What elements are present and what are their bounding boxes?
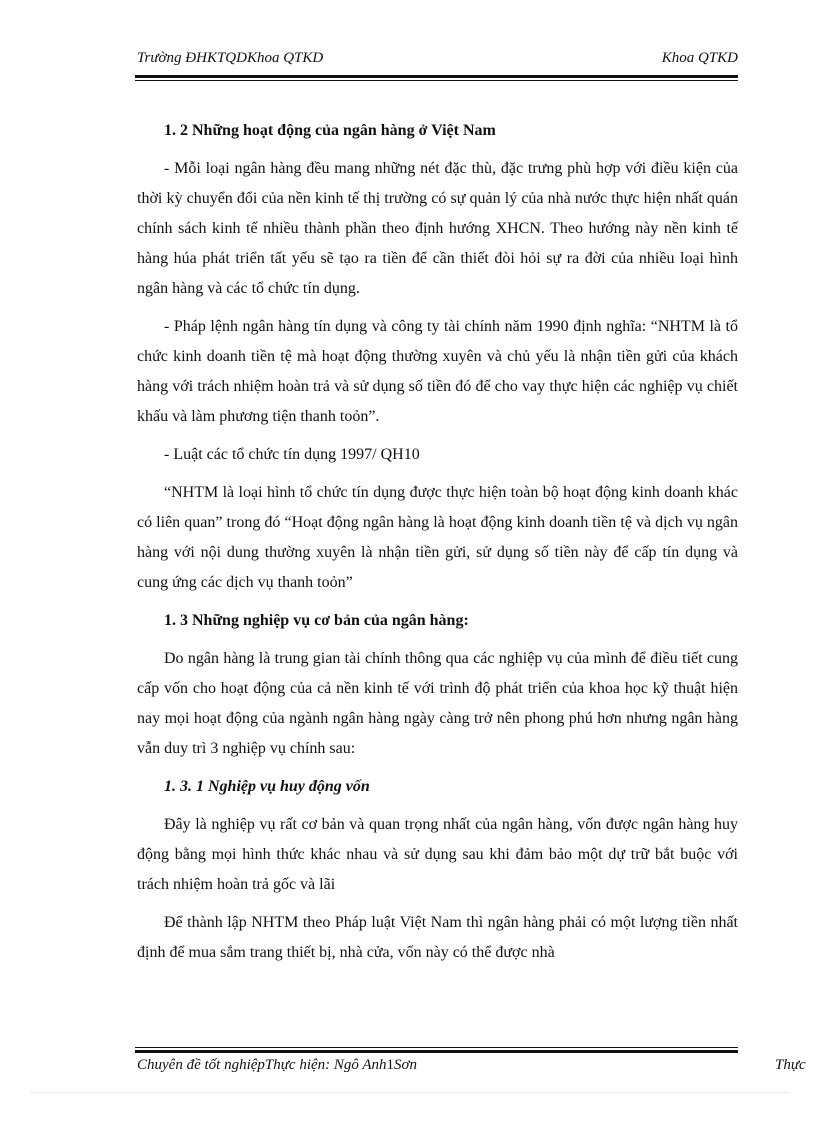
paragraph: Do ngân hàng là trung gian tài chính thông qua các nghiệp vụ của mình để điều tiết cung cấp vốn cho hoạt động của cả nền kinh tế với trình độ phát triển của khoa học kỹ thuật hiện nay mọi hoạt động của ngành ngân hàng ngày càng trở nên phong phú hơn nhưng ngân hàng vẫn duy trì 3 nghiệp vụ chính sau: [137, 650, 738, 757]
section-heading-1-3: 1. 3 Những nghiệp vụ cơ bản của ngân hàng: [164, 612, 469, 629]
paragraph: Để thành lập NHTM theo Pháp luật Việt Nam thì ngân hàng phải có một lượng tiền nhất định để mua sắm trang thiết bị, nhà cửa, vốn này có thể được nhà [137, 914, 738, 961]
footer-right-text: Thực [775, 1057, 806, 1073]
page-header [135, 48, 738, 70]
page-number: 1 [386, 1057, 395, 1073]
paragraph: - Mỗi loại ngân hàng đều mang những nét đặc thù, đặc trưng phù hợp với điều kiện của thời kỳ chuyển đổi của nền kinh tế thị trường có sự quản lý của nhà nước thực hiện nhất quán chính sách kinh tế nhiều thành phần theo định hướng XHCN. Theo hướng này nền kinh tế hàng húa phát triển tất yếu sẽ tạo ra tiền để cần thiết đòi hỏi sự ra đời của nhiều loại hình ngân hàng và các tổ chức tín dụng. [137, 160, 738, 297]
footer-rule-thin [135, 1047, 738, 1048]
paragraph: - Luật các tổ chức tín dụng 1997/ QH10 [164, 446, 420, 463]
footer-author-text: Chuyên đề tốt nghiệpThực hiện: Ngô Anh [137, 1057, 387, 1073]
paragraph: Đây là nghiệp vụ rất cơ bản và quan trọng nhất của ngân hàng, vốn được ngân hàng huy động bằng mọi hình thức khác nhau và sử dụng sau khi đảm bảo một dự trữ bắt buộc với trách nhiệm hoàn trả gốc và lãi [137, 816, 738, 893]
header-rule-thick [135, 75, 738, 78]
paragraph: - Pháp lệnh ngân hàng tín dụng và công ty tài chính năm 1990 định nghĩa: “NHTM là tổ chức kinh doanh tiền tệ mà hoạt động thường xuyên và chủ yếu là nhận tiền gửi của khách hàng với trách nhiệm hoàn trả và sử dụng số tiền đó để cho vay thực hiện các nghiệp vụ chiết khấu và làm phương tiện thanh toỏn”. [137, 318, 738, 425]
footer-author [137, 1057, 417, 1074]
footer-author-suffix: Sơn [394, 1057, 418, 1073]
header-school: Trường ĐHKTQDKhoa QTKD [137, 50, 324, 66]
subsection-heading-1-3-1: 1. 3. 1 Nghiệp vụ huy động vốn [164, 778, 370, 795]
paragraph: “NHTM là loại hình tổ chức tín dụng được thực hiện toàn bộ hoạt động kinh doanh khác có liên quan” trong đó “Hoạt động ngân hàng là hoạt động kinh doanh tiền tệ và dịch vụ ngân hàng với nội dung thường xuyên là nhận tiền gửi, sử dụng số tiền này để cấp tín dụng và cung ứng các dịch vụ thanh toỏn” [137, 484, 738, 591]
page-bottom-divider [30, 1092, 790, 1093]
footer-rule-thick [135, 1050, 738, 1053]
header-faculty: Khoa QTKD [661, 50, 738, 66]
header-rule-thin [135, 80, 738, 81]
document-body [137, 116, 738, 976]
section-heading-1-2: 1. 2 Những hoạt động của ngân hàng ở Việt Nam [164, 122, 496, 139]
